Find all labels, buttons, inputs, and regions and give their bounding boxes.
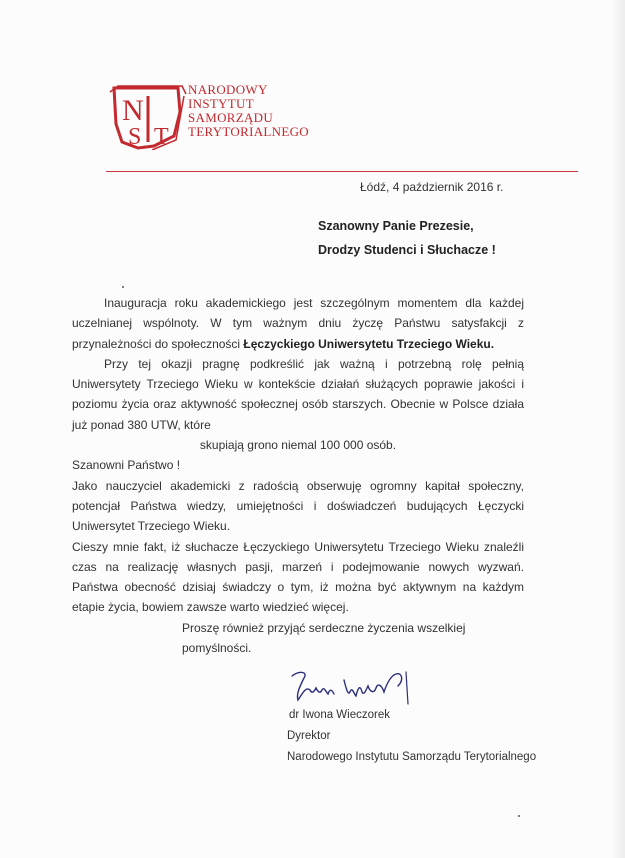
- letter-date: Łódź, 4 październik 2016 r.: [360, 180, 504, 194]
- institution-name: [188, 83, 309, 139]
- paragraph-1: [72, 293, 524, 354]
- svg-text:S: S: [128, 124, 142, 150]
- scan-speck: [518, 815, 520, 817]
- scan-edge-shadow: [611, 0, 625, 858]
- signatory-name: dr Iwona Wieczorek: [289, 709, 390, 721]
- svg-text:N: N: [122, 94, 144, 127]
- paragraph-5: Cieszy mnie fakt, iż słuchacze Łęczyckiego Uniwersytetu Trzeciego Wieku znaleźli czas na realizację własnych pasji, marzeń i podejmowanie nowych wyzwań. Państwa obecność dzisiaj świadczy o tym, iż można być aktywnym na każdym etapie życia, bowiem zawsze warto wiedzieć więcej.: [72, 539, 524, 615]
- paragraph-4: Jako nauczyciel akademicki z radością obserwuję ogromny kapitał społeczny, potencjał Państwa wiedzy, umiejętności i doświadczeń budujących Łęczycki Uniwersytet Trzeciego Wieku.: [72, 478, 524, 534]
- header-divider: [106, 171, 578, 172]
- university-name: Łęczyckiego Uniwersytetu Trzeciego Wieku.: [243, 336, 495, 351]
- paragraph-2: Przy tej okazji pragnę podkreślić jak ważną i potrzebną rolę pełnią Uniwersytety Trzeciego Wieku w kontekście działań służących poprawie jakości i poziomu życia oraz aktywność społecznej osób starszych. Obecnie w Polsce działa już ponad 380 UTW, które: [72, 356, 524, 432]
- paragraph-2-last-line: skupiają grono niemal 100 000 osób.: [199, 438, 397, 453]
- signatory-title: Dyrektor: [287, 730, 331, 742]
- closing-wishes: Proszę również przyjąć serdeczne życzenia wszelkiej pomyślności.: [182, 620, 466, 656]
- institution-line-2: INSTYTUT: [188, 96, 254, 111]
- svg-text:T: T: [154, 124, 169, 150]
- signature-block: [287, 705, 536, 768]
- paragraph-3: Szanowni Państwo !: [72, 458, 181, 473]
- salutation-line-1: Szanowny Panie Prezesie,: [318, 219, 474, 233]
- signatory-organization: Narodowego Instytutu Samorządu Terytorialnego: [287, 751, 537, 763]
- paragraph-1-text: Inauguracja roku akademickiego jest szczególnym momentem dla każdej uczelnianej wspólnoty. W tym ważnym dniu życzę Państwu satysfakcji z przynależności do społeczności: [72, 296, 524, 351]
- institution-line-1: NARODOWY: [188, 82, 268, 97]
- nist-logo: [108, 84, 188, 150]
- scan-speck: [122, 286, 124, 288]
- salutation: [318, 214, 496, 262]
- letter-body: [72, 293, 524, 658]
- handwritten-signature: [286, 664, 416, 708]
- institution-line-4: TERYTORIALNEGO: [188, 124, 309, 139]
- salutation-line-2: Drodzy Studenci i Słuchacze !: [318, 243, 496, 257]
- institution-line-3: SAMORZĄDU: [188, 110, 274, 125]
